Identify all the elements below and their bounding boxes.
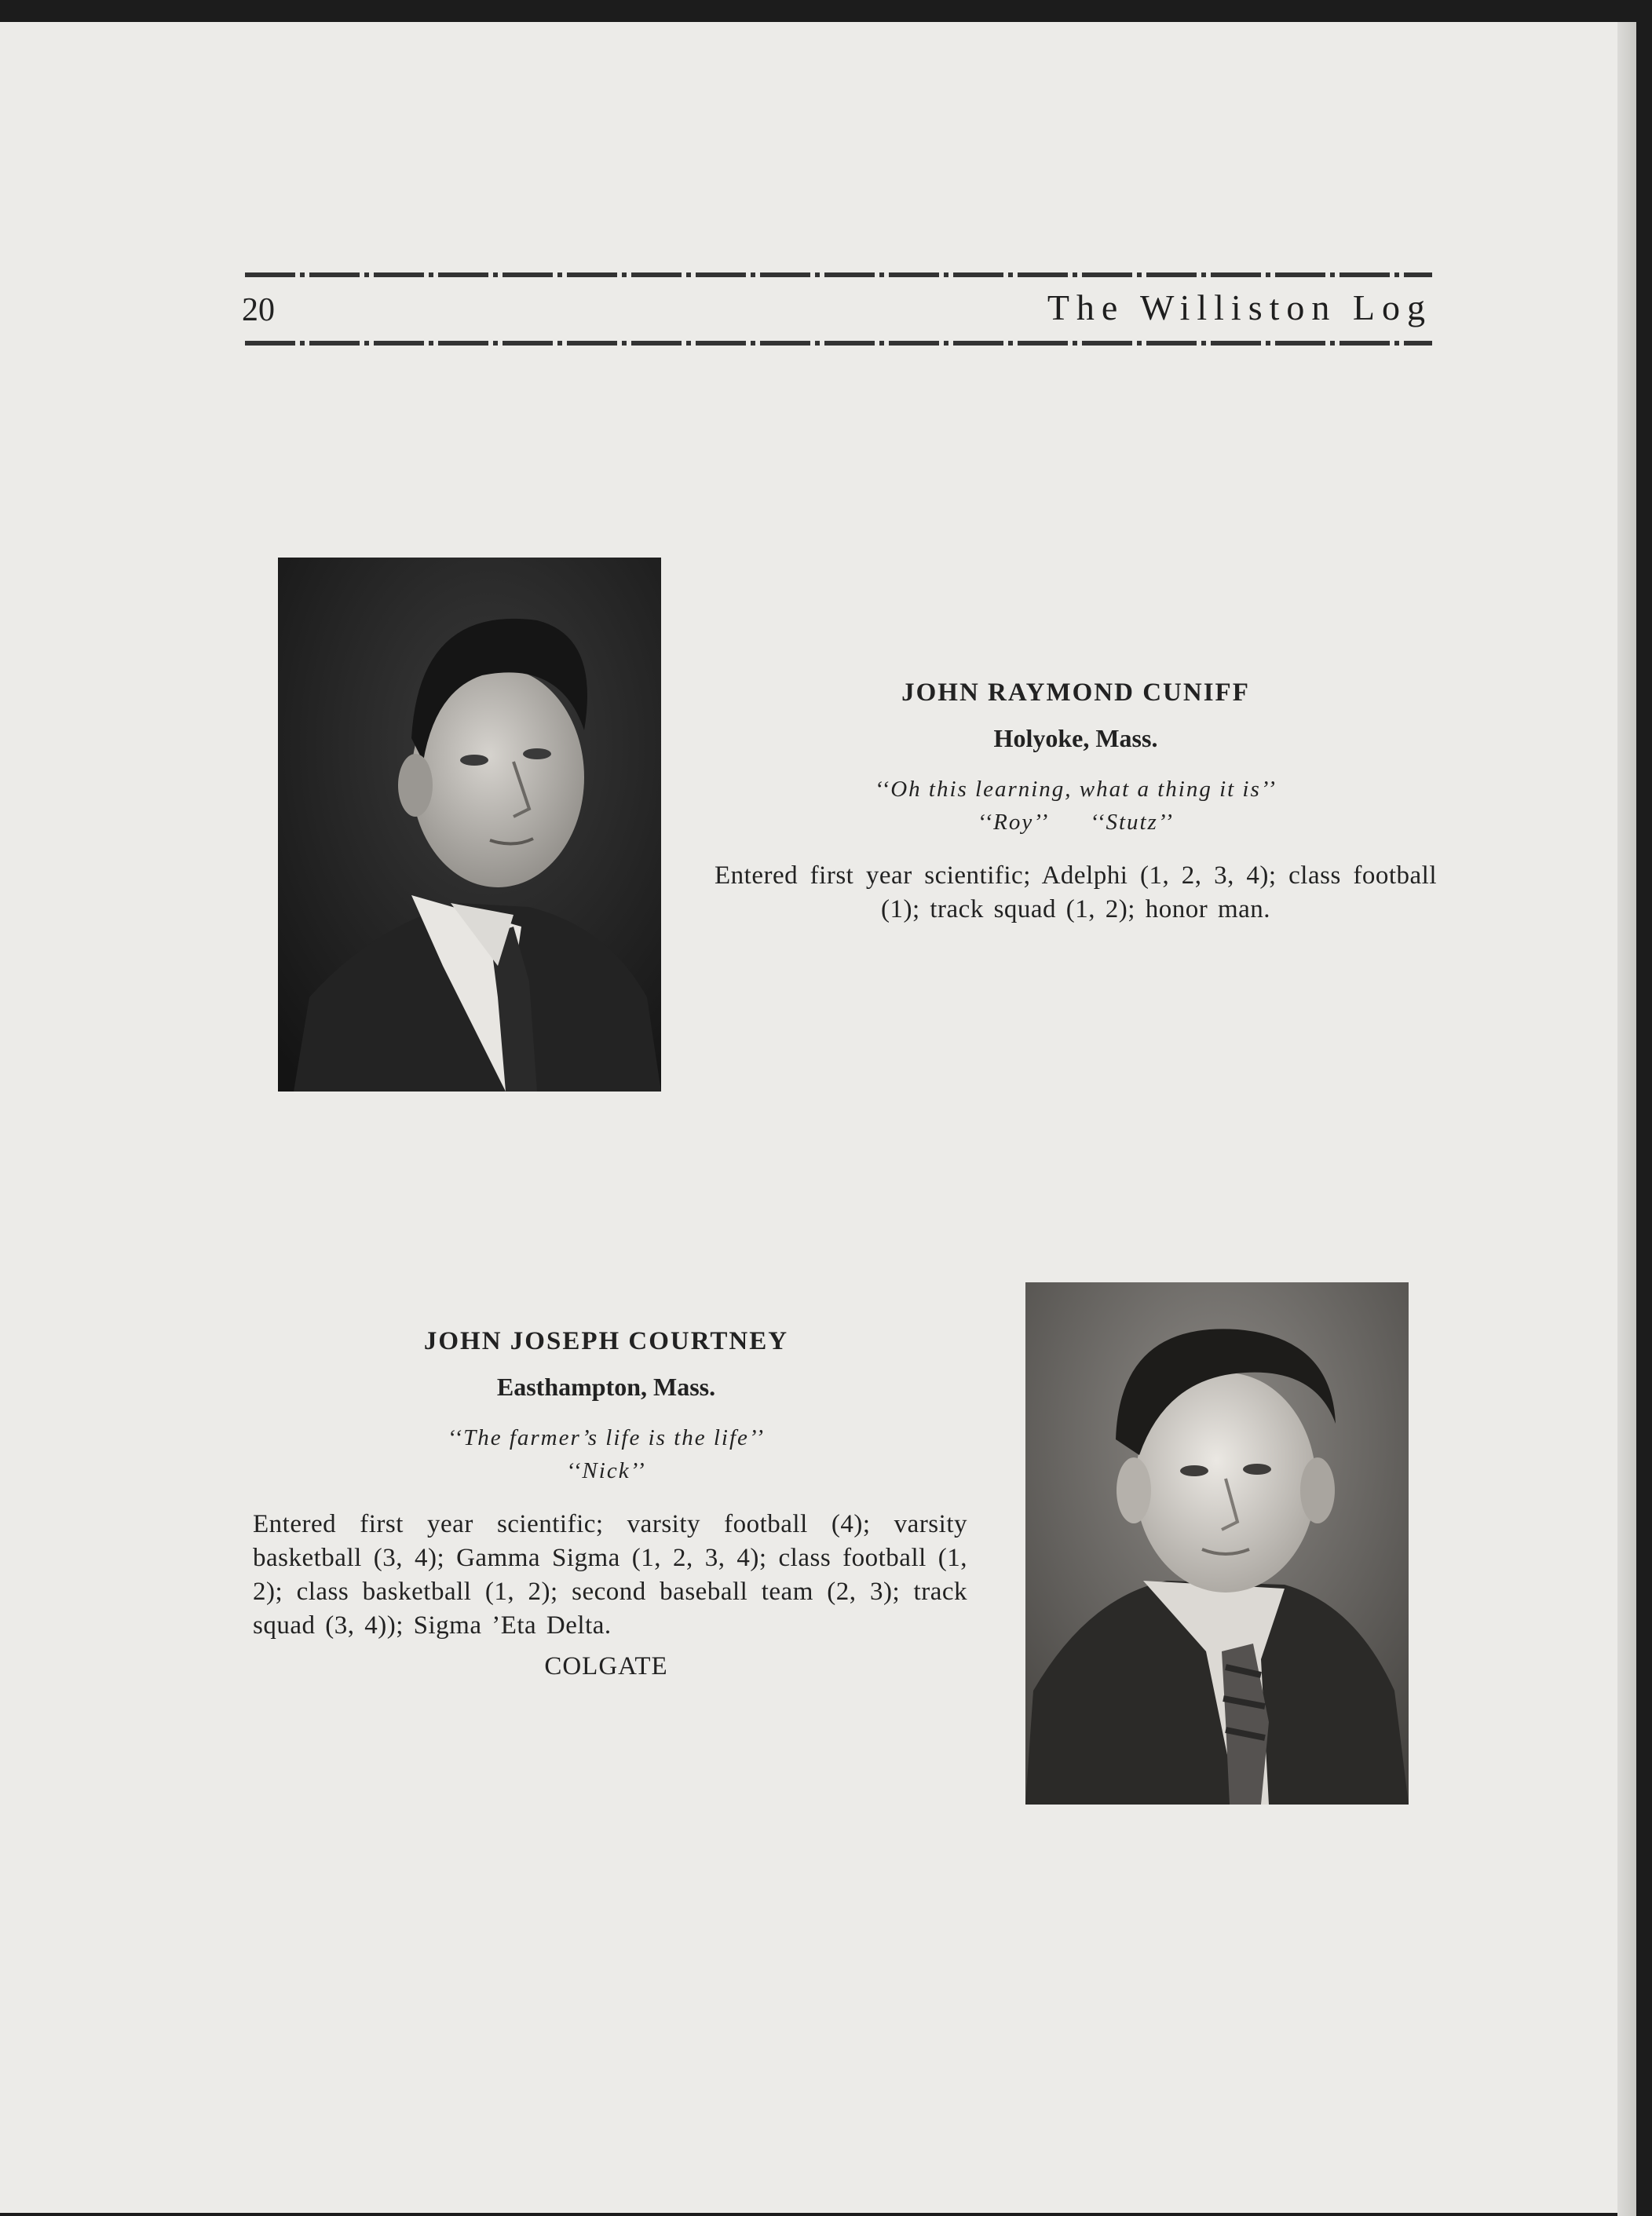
entry-quote: ‘‘The farmer’s life is the life’’ (447, 1425, 766, 1450)
entry-record: Entered first year scientific; varsity football (4); varsity basketball (3, 4); Gamma Sigma (1, 2, 3, 4); class football (1, 2); class basketball (1, 2); second baseball team (2, 3); track squad (3, 4)); Sigma ’Eta Delta. (253, 1510, 967, 1640)
running-head (242, 263, 1432, 353)
header-rule-bottom (245, 341, 1432, 346)
header-rule-top (245, 272, 1432, 277)
entry-cuniff (715, 675, 1437, 927)
page-edge (1617, 22, 1636, 2216)
entry-hometown: Easthampton, Mass. (496, 1373, 716, 1401)
entry-name: JOHN RAYMOND CUNIFF (901, 678, 1250, 707)
portrait-photo-courtney (1025, 1282, 1409, 1805)
entry-record: Entered first year scientific; Adelphi (1, 2, 3, 4); class football (1); track squad (1, 2); honor man. (715, 861, 1437, 923)
entry-college: COLGATE (544, 1652, 668, 1680)
portrait-photo-cuniff (278, 558, 661, 1092)
entry-name: JOHN JOSEPH COURTNEY (423, 1327, 789, 1355)
page-number: 20 (242, 292, 275, 328)
entry-hometown: Holyoke, Mass. (993, 724, 1158, 752)
nickname: ‘‘Roy’’ (978, 810, 1050, 835)
nickname: ‘‘Stutz’’ (1090, 810, 1174, 835)
entry-quote: ‘‘Oh this learning, what a thing it is’’ (875, 777, 1277, 802)
nickname: ‘‘Nick’’ (566, 1458, 646, 1483)
journal-title: The Williston Log (1047, 287, 1432, 327)
entry-nicknames (715, 806, 1437, 839)
entry-courtney (245, 1324, 967, 1684)
entry-nicknames (245, 1454, 967, 1487)
